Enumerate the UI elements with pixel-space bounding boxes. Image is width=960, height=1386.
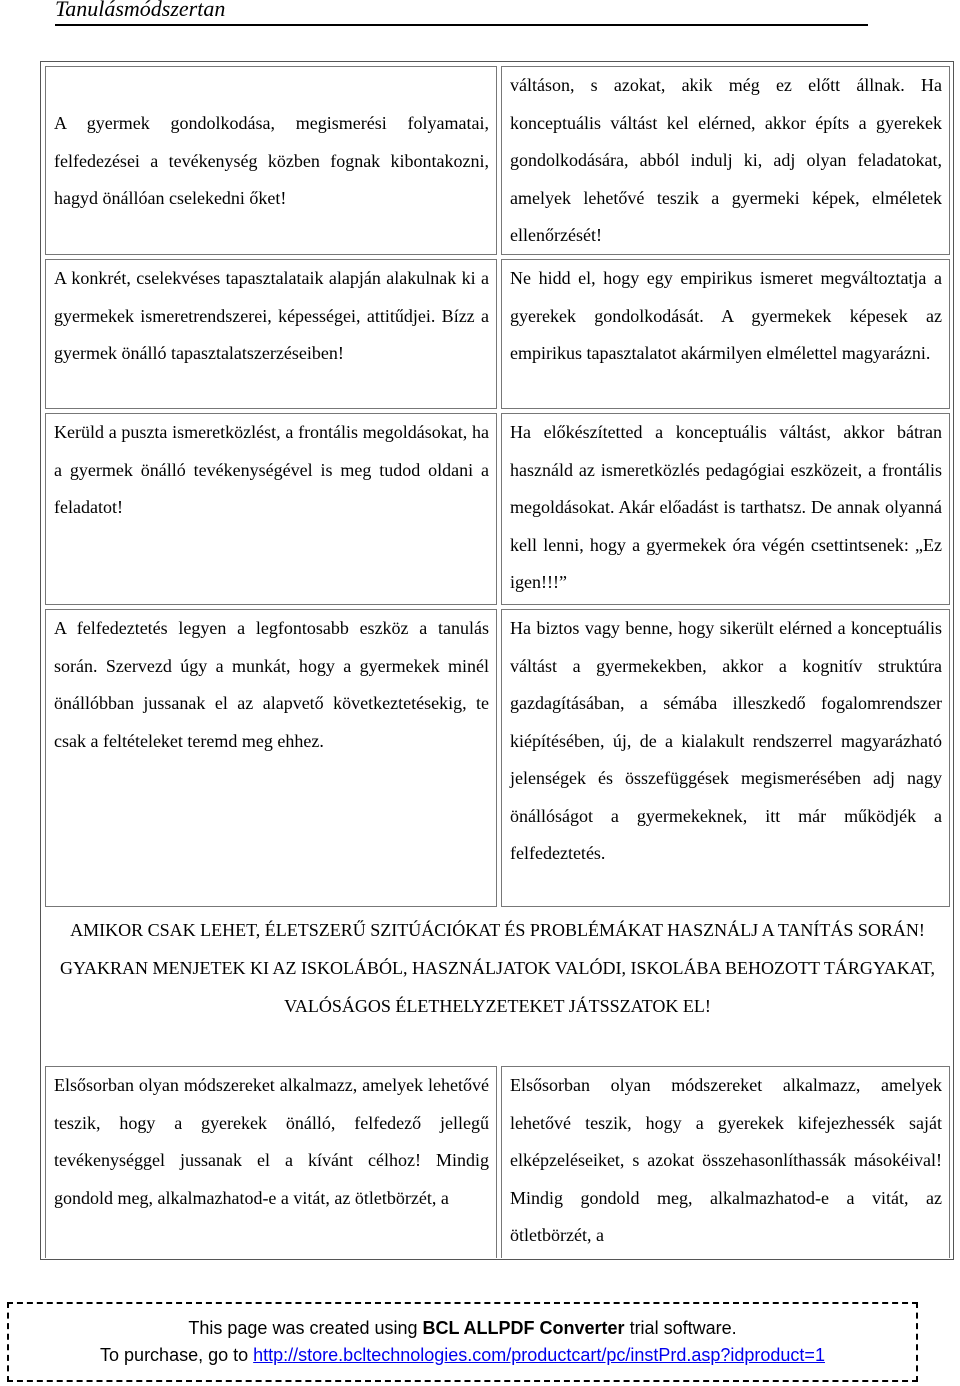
row1-left-text: A gyermek gondolkodása, megismerési folyamatai, felfedezései a tevékenység közben fognak kibontakozni, hagyd önállóan cselekedni őket! <box>54 113 489 208</box>
row1-right-text: váltáson, s azokat, akik még ez előtt állnak. Ha konceptuális váltást kel elérned, akkor építs a gyerekek gondolkodására, abból indulj ki, adj olyan feladatokat, amelyek lehetővé teszik a gyermeki képek, elméletek ellenőrzését! <box>510 75 942 245</box>
row6-left-text: Elsősorban olyan módszereket alkalmazz, amelyek lehetővé teszik, hogy a gyerekek önálló, felfedező jellegű tevékenységgel jussanak el a kívánt célhoz! Mindig gondold meg, alkalmazhatod-e a vitát, az ötletbörzét, a <box>54 1075 489 1208</box>
row4-left-cell <box>45 609 497 907</box>
banner-line-2 <box>9 1342 916 1369</box>
page-header <box>55 0 868 26</box>
row6-right-cell <box>501 1066 950 1258</box>
row6-right-text: Elsősorban olyan módszereket alkalmazz, amelyek lehetővé teszik, hogy a gyerekek kifejezhessék saját elképzeléseiket, s azokat összehasonlíthassák másokéival! Mindig gondold meg, alkalmazhatod-e a vitát, az ötletbörzét, a <box>510 1075 942 1245</box>
row2-left-text: A konkrét, cselekvéses tapasztalataik alapján alakulnak ki a gyermekek ismeretrendszerei, képességei, attitűdjei. Bízz a gyermek önálló tapasztalatszerzéseiben! <box>54 268 489 363</box>
row4-right-cell <box>501 609 950 907</box>
purchase-link[interactable]: http://store.bcltechnologies.com/productcart/pc/instPrd.asp?idproduct=1 <box>253 1345 825 1365</box>
row2-left-cell <box>45 259 497 409</box>
row2-right-text: Ne hidd el, hogy egy empirikus ismeret megváltoztatja a gyerekek gondolkodását. A gyermekek képesek az empirikus tapasztalatot akármilyen elmélettel magyarázni. <box>510 268 942 363</box>
row3-right-text: Ha előkészítetted a konceptuális váltást, akkor bátran használd az ismeretközlés pedagógiai eszközeit, a frontális megoldásokat. Akár előadást is tarthatsz. De annak olyanná kell lenni, hogy a gyermekek óra végén csettintsenek: „Ez igen!!!” <box>510 422 942 592</box>
row4-right-text: Ha biztos vagy benne, hogy sikerült elérned a konceptuális váltást a gyermekekben, akkor a kognitív struktúra gazdagításában, a sémába illeszkedő fogalomrendszer kiépítésében, új, de a kialakult rendszerrel magyarázható jelenségek és összefüggések megismerésében adj nagy önállóságot a gyermekeknek, itt már működjék a felfedeztetés. <box>510 618 942 863</box>
banner-line1-suffix: trial software. <box>624 1318 737 1338</box>
callout-text: AMIKOR CSAK LEHET, ÉLETSZERŰ SZITÚÁCIÓKAT ÉS PROBLÉMÁKAT HASZNÁLJ A TANÍTÁS SORÁN! GYAKRAN MENJETEK KI AZ ISKOLÁBÓL, HASZNÁLJATOK VALÓDI, ISKOLÁBA BEHOZOTT TÁRGYAKAT, VALÓSÁGOS ÉLETHELYZETEKET JÁTSSZATOK EL! <box>59 920 935 1016</box>
row3-right-cell <box>501 413 950 605</box>
banner-line1-prefix: This page was created using <box>188 1318 423 1338</box>
row2-right-cell <box>501 259 950 409</box>
row1-right-cell <box>501 66 950 255</box>
full-width-callout <box>45 910 950 1062</box>
row1-left-cell <box>45 66 497 255</box>
row3-left-cell <box>45 413 497 605</box>
trial-banner <box>7 1302 918 1382</box>
header-title: Tanulásmódszertan <box>55 0 226 21</box>
banner-line2-prefix: To purchase, go to <box>100 1345 254 1365</box>
row6-left-cell <box>45 1066 497 1258</box>
row3-left-text: Kerüld a puszta ismeretközlést, a frontális megoldásokat, ha a gyermek önálló tevékenységével is meg tudod oldani a feladatot! <box>54 422 489 517</box>
row4-left-text: A felfedeztetés legyen a legfontosabb eszköz a tanulás során. Szervezd úgy a munkát, hogy a gyermekek minél önállóbban jussanak el az alapvető következtetésekig, te csak a feltételeket teremd meg ehhez. <box>54 618 489 751</box>
banner-product-name: BCL ALLPDF Converter <box>422 1318 625 1338</box>
banner-line-1 <box>9 1315 916 1342</box>
